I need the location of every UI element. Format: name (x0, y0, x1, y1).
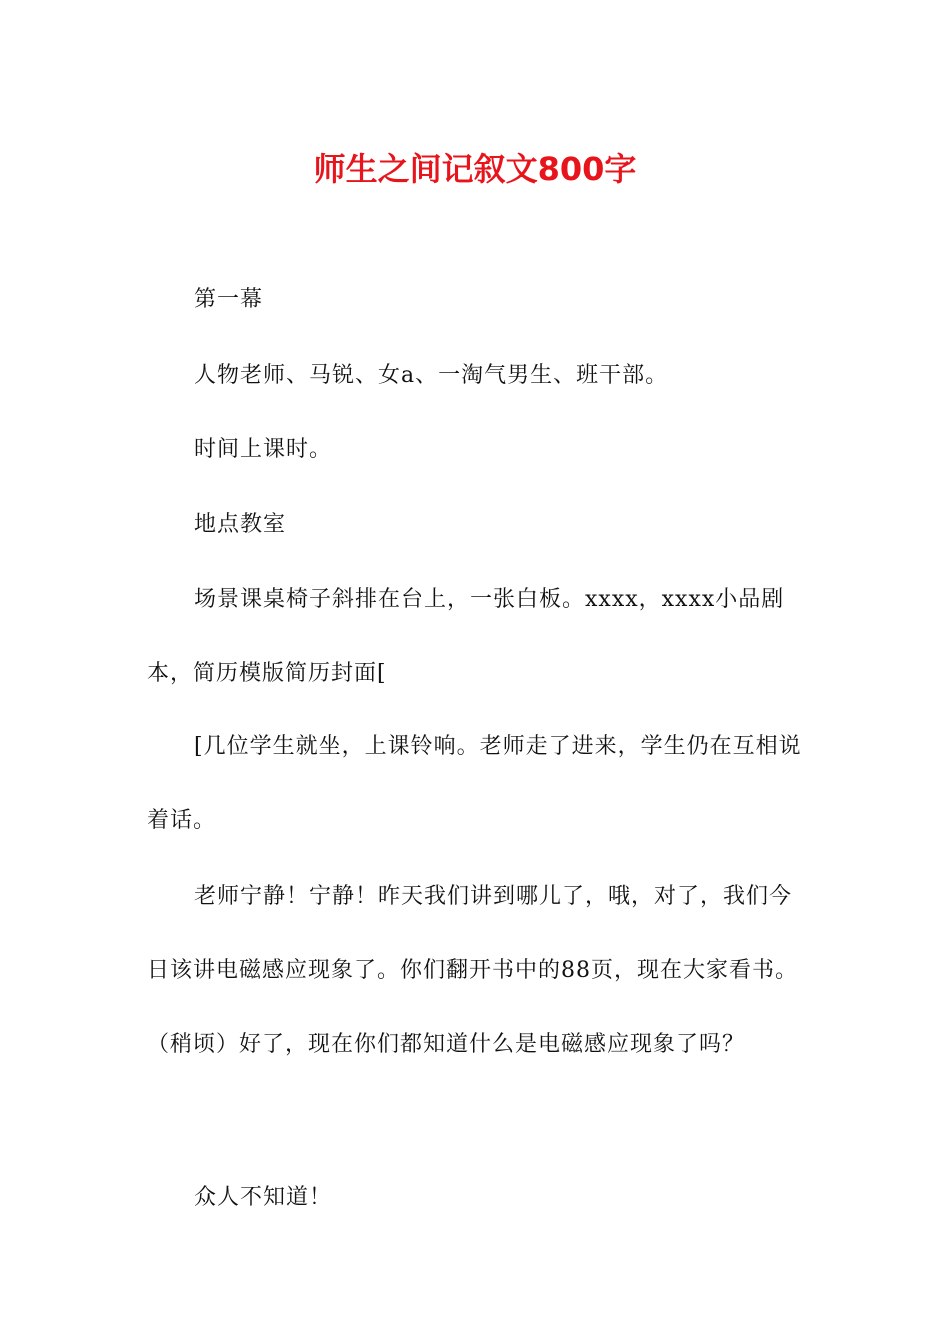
paragraph-stage-direction: [几位学生就坐，上课铃响。老师走了进来，学生仍在互相说着话。 (147, 734, 802, 833)
paragraph-location: 地点教室 (194, 512, 287, 537)
paragraph-time: 时间上课时。 (194, 437, 333, 462)
document-title: 师生之间记叙文800字 (313, 150, 637, 188)
paragraph-crowd-response: 众人不知道！ (194, 1185, 333, 1210)
paragraph-scene: 场景课桌椅子斜排在台上，一张白板。xxxx，xxxx小品剧本，简历模版简历封面[ (147, 587, 785, 686)
paragraph-act: 第一幕 (194, 287, 264, 312)
paragraph-teacher-dialogue: 老师宁静！宁静！昨天我们讲到哪儿了，哦，对了，我们今日该讲电磁感应现象了。你们翻开书中的88页，现在大家看书。（稍顷）好了，现在你们都知道什么是电磁感应现象了吗？ (147, 884, 798, 1057)
paragraph-characters: 人物老师、马锐、女a、一淘气男生、班干部。 (194, 363, 669, 388)
